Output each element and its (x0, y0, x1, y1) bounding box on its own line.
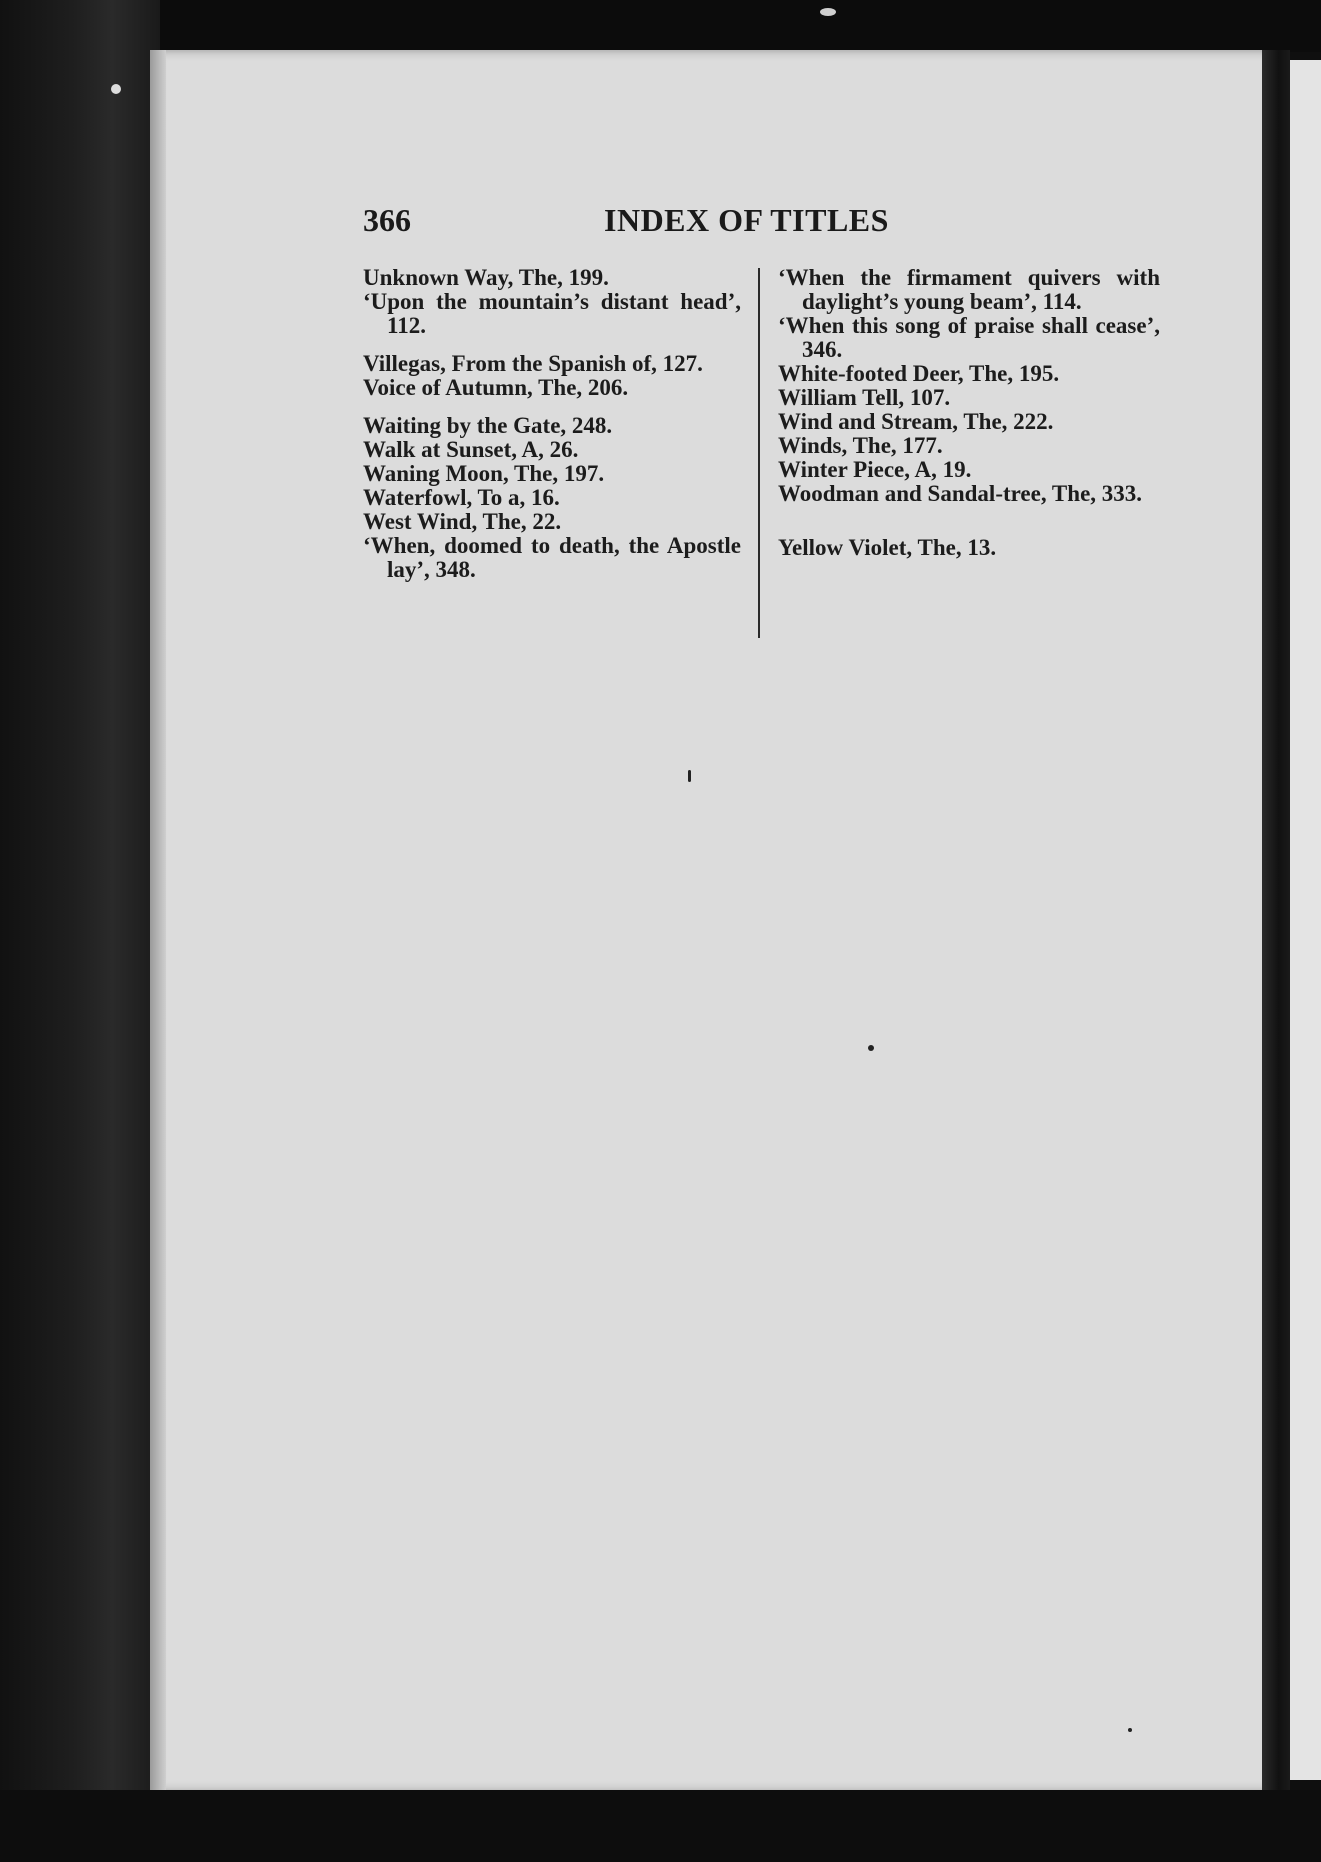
dust-speck (1128, 1728, 1132, 1732)
page-number: 366 (363, 202, 411, 238)
index-entry: Waning Moon, The, 197. (363, 461, 605, 486)
index-entry: Woodman and Sandal-tree, The, 333. (778, 481, 1143, 506)
index-entry: ‘When, doomed to death, the Apostle lay’, 348. (363, 533, 741, 582)
dust-speck (868, 1045, 874, 1051)
index-entry: Winter Piece, A, 19. (778, 457, 972, 482)
page-title: INDEX OF TITLES (604, 202, 889, 238)
index-entry: ‘When the firmament quivers with daylight’s young beam’, 114. (778, 265, 1160, 314)
dust-speck (111, 84, 121, 94)
index-entry: West Wind, The, 22. (363, 509, 562, 534)
index-entry: Unknown Way, The, 199. (363, 265, 609, 290)
index-entry: ‘When this song of praise shall cease’, 346. (778, 313, 1160, 362)
index-column-left (363, 266, 741, 582)
index-entry: Yellow Violet, The, 13. (778, 535, 997, 560)
index-entry: Winds, The, 177. (778, 433, 943, 458)
page-edge (150, 50, 166, 1792)
index-entry: Wind and Stream, The, 222. (778, 409, 1054, 434)
dust-speck (688, 770, 691, 782)
index-entry: William Tell, 107. (778, 385, 951, 410)
index-entry: Voice of Autumn, The, 206. (363, 375, 629, 400)
index-entry: Waiting by the Gate, 248. (363, 413, 613, 438)
book-gutter (1262, 50, 1290, 1792)
dust-speck (820, 8, 836, 16)
index-entry: Waterfowl, To a, 16. (363, 485, 560, 510)
book-binding (0, 0, 160, 1862)
column-divider (758, 268, 760, 638)
index-entry: ‘Upon the mountain’s distant head’, 112. (363, 289, 741, 338)
adjacent-page-edge (1290, 60, 1321, 1780)
index-entry: Walk at Sunset, A, 26. (363, 437, 579, 462)
scan-bottom-border (0, 1790, 1321, 1862)
index-column-right (778, 266, 1160, 560)
scan-top-border (0, 0, 1321, 52)
index-entry: White-footed Deer, The, 195. (778, 361, 1060, 386)
index-entry: Villegas, From the Spanish of, 127. (363, 351, 703, 376)
